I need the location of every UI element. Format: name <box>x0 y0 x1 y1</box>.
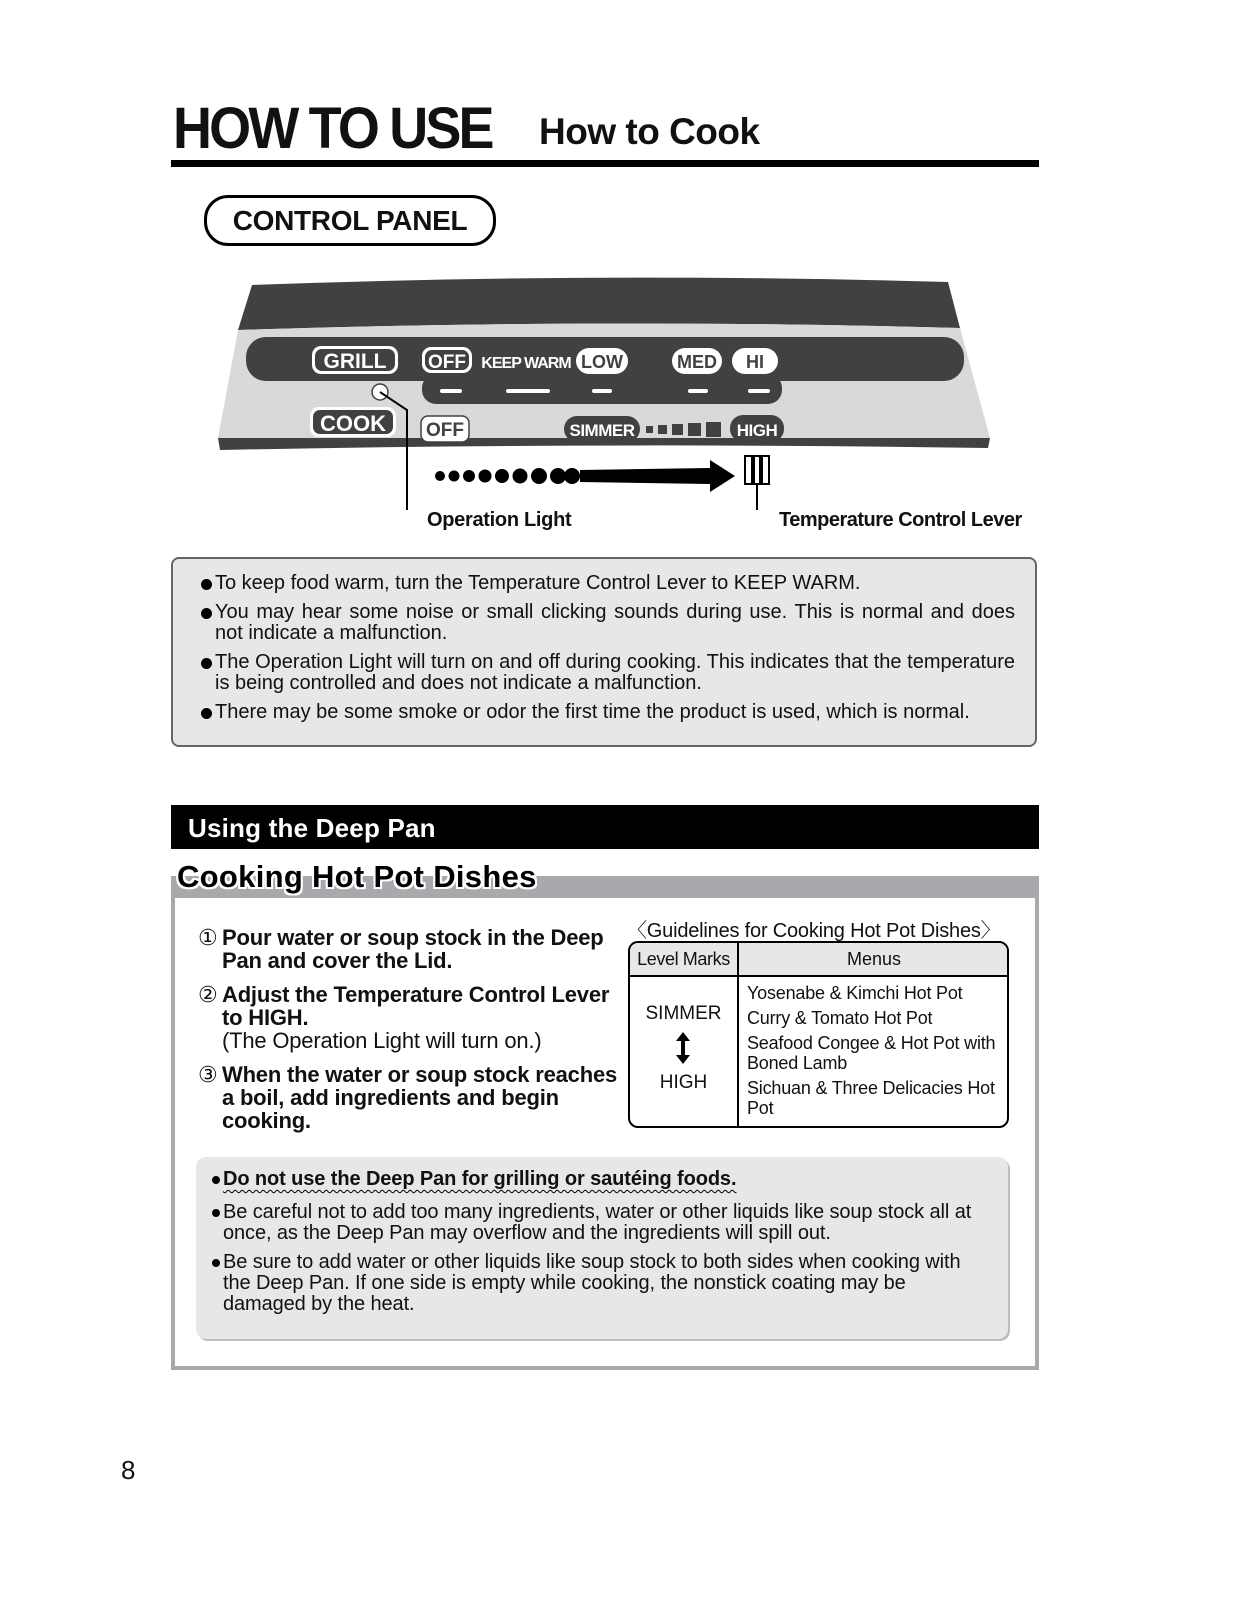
temperature-lever-icon <box>745 456 769 484</box>
col-level-marks: Level Marks <box>637 949 730 969</box>
menu-item: Yosenabe & Kimchi Hot Pot <box>747 983 963 1003</box>
step-item <box>198 983 618 1052</box>
temp-lever-label: Temperature Control Lever <box>779 509 1022 531</box>
control-panel-illustration <box>200 270 1000 510</box>
page-header <box>171 98 1039 167</box>
low-label: LOW <box>581 352 623 372</box>
note-item: There may be some smoke or odor the first time the product is used, which is normal. <box>201 702 1015 723</box>
note-item: Be careful not to add too many ingredients, water or other liquids like soup stock all at once, as the Deep Pan may overflow and the ingredients will spill out. <box>212 1202 982 1244</box>
header-subtitle: How to Cook <box>539 111 760 152</box>
note-item: The Operation Light will turn on and off during cooking. This indicates that the temperature is being controlled and does not indicate a malfunction. <box>201 652 1015 694</box>
level-high: HIGH <box>659 1072 708 1093</box>
direction-arrow-icon <box>435 460 735 492</box>
menu-item: Curry & Tomato Hot Pot <box>747 1008 933 1028</box>
grill-label: GRILL <box>323 350 387 373</box>
control-panel-title: CONTROL PANEL <box>204 195 496 246</box>
level-simmer: SIMMER <box>645 1003 722 1024</box>
col-menus: Menus <box>846 949 902 969</box>
step-text: Pour water or soup stock in the Deep Pan and cover the Lid. <box>222 925 604 973</box>
temp-lever-leader <box>757 484 778 510</box>
up-down-arrow-icon <box>673 1031 693 1065</box>
operation-light-label: Operation Light <box>427 509 572 531</box>
deep-pan-notes <box>196 1157 1008 1339</box>
step-number: ② <box>198 982 218 1007</box>
keep-warm-label: KEEP WARM <box>481 355 571 372</box>
warning-text: Do not use the Deep Pan for grilling or sautéing foods. <box>223 1168 737 1190</box>
high-label: HIGH <box>736 421 778 440</box>
step-text: Adjust the Temperature Control Lever to HIGH. <box>222 982 610 1030</box>
med-label: MED <box>677 352 717 372</box>
note-item: You may hear some noise or small clicking sounds during use. This is normal and does not indicate a malfunction. <box>201 602 1015 644</box>
hi-label: HI <box>746 352 764 372</box>
note-item: Be sure to add water or other liquids like soup stock to both sides when cooking with the Deep Pan. If one side is empty while cooking, the nonstick coating may be damaged by the heat. <box>212 1252 982 1315</box>
menu-list <box>747 983 1003 1123</box>
step-note: (The Operation Light will turn on.) <box>222 1028 542 1053</box>
page-number: 8 <box>121 1455 136 1485</box>
section-title: Using the Deep Pan <box>171 805 1039 849</box>
guidelines-title: 〈Guidelines for Cooking Hot Pot Dishes〉 <box>627 920 1001 942</box>
guidelines-table <box>628 941 1009 1128</box>
step-item <box>198 1063 618 1132</box>
table-divider <box>737 943 739 1126</box>
menu-item: Seafood Congee & Hot Pot with Boned Lamb <box>747 1033 996 1073</box>
menu-item: Sichuan & Three Delicacies Hot Pot <box>747 1078 995 1118</box>
hot-pot-subtitle: Cooking Hot Pot Dishes <box>177 859 537 894</box>
cook-off-label: OFF <box>426 420 464 441</box>
warning-item <box>212 1169 982 1190</box>
grill-off-label: OFF <box>428 352 466 373</box>
header-main-title: HOW TO USE <box>173 96 492 161</box>
control-panel-notes <box>171 557 1037 747</box>
note-item: To keep food warm, turn the Temperature Control Lever to KEEP WARM. <box>201 573 1015 594</box>
cook-label: COOK <box>320 411 386 436</box>
simmer-label: SIMMER <box>569 421 635 440</box>
guidelines-table-header <box>630 943 1007 977</box>
step-text: When the water or soup stock reaches a boil, add ingredients and begin cooking. <box>222 1062 618 1133</box>
cooking-steps <box>198 926 618 1143</box>
step-item <box>198 926 618 972</box>
step-number: ③ <box>198 1062 218 1087</box>
step-number: ① <box>198 925 218 950</box>
